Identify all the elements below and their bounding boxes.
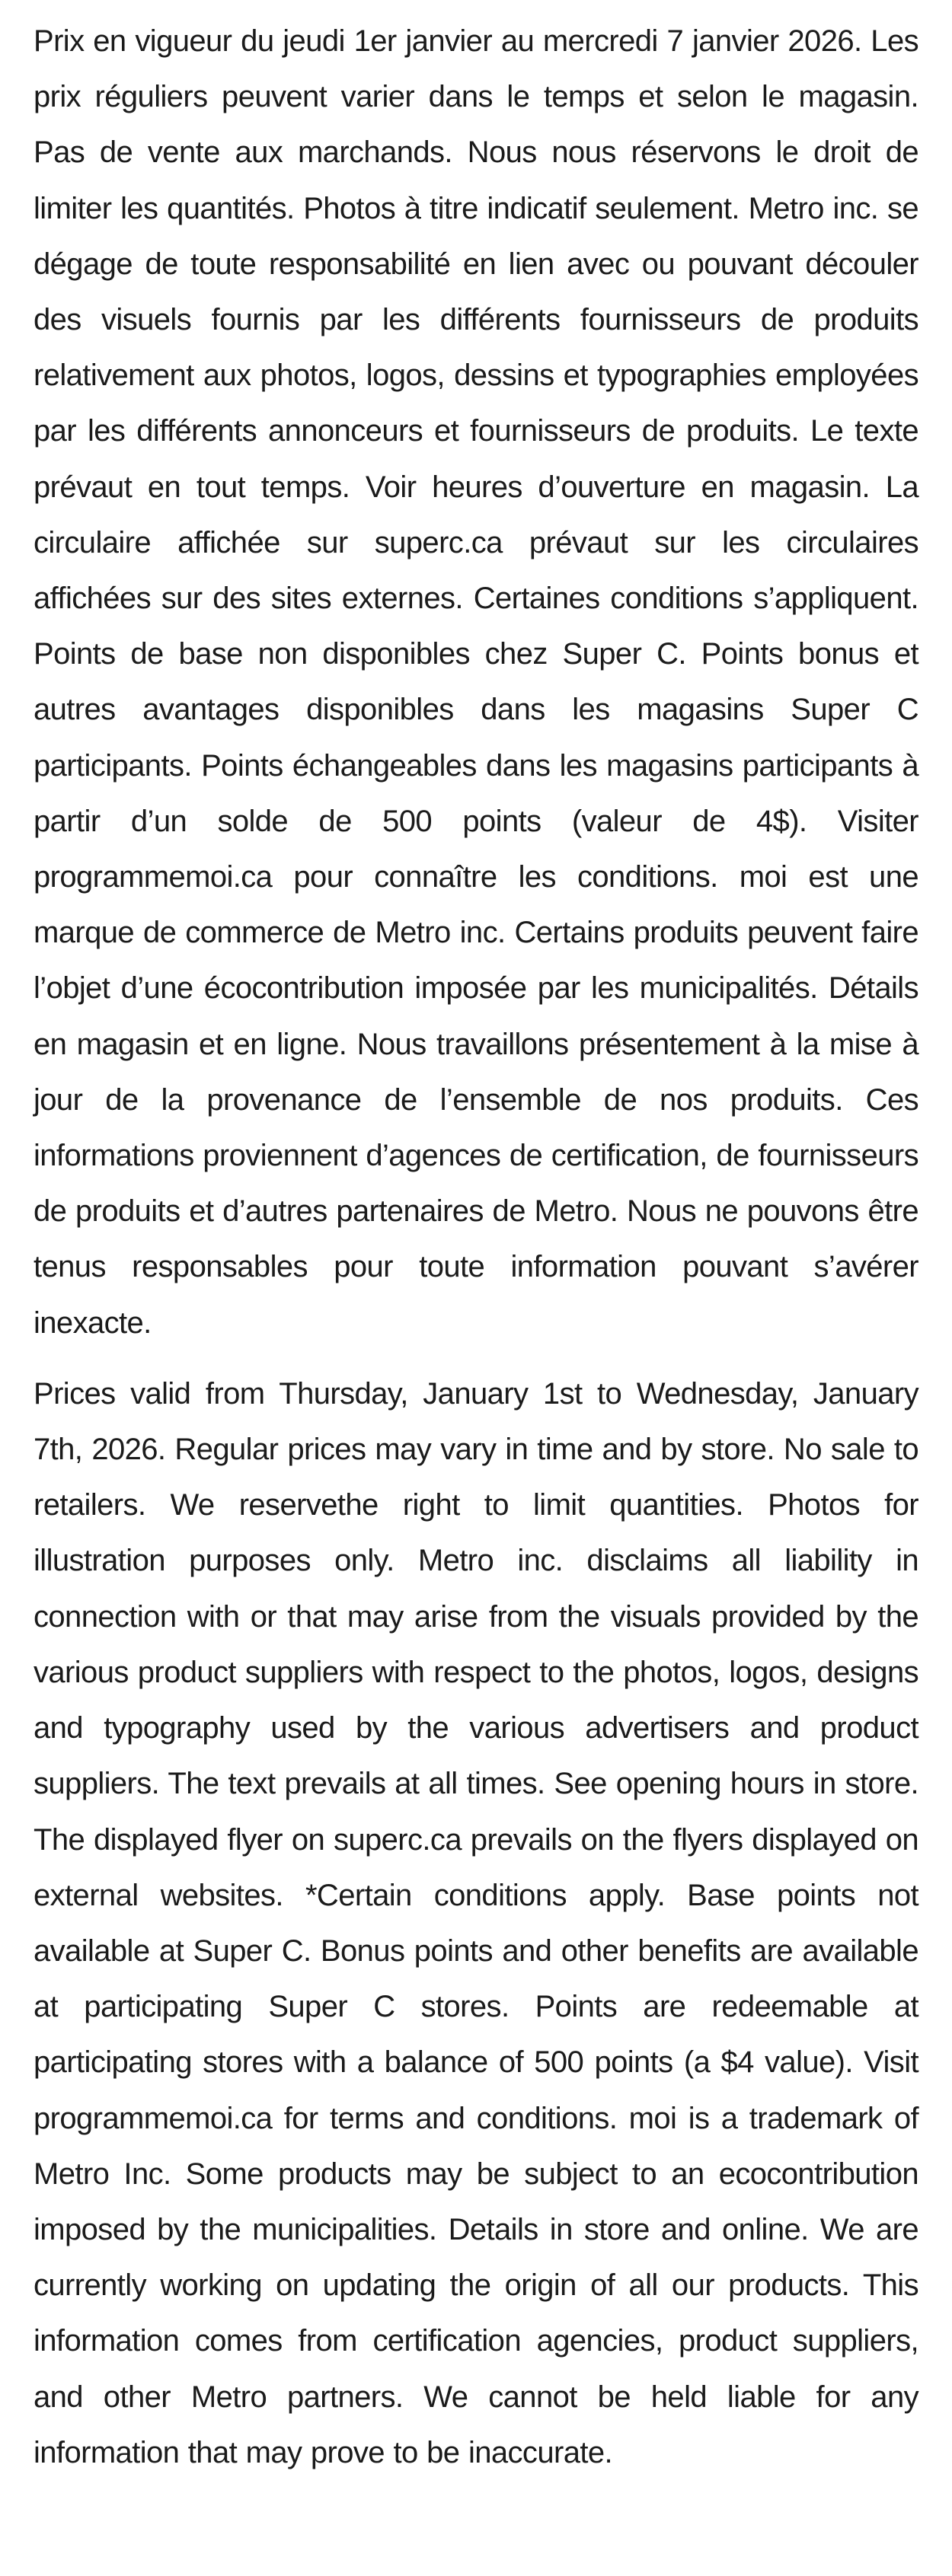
english-disclaimer-paragraph: Prices valid from Thursday, January 1st to Wednesday, January 7th, 2026. Regular prices may vary in time and by store. No sale to retailers. We reservethe right to limit quantities. Photos for illustration purposes only. Metro inc. disclaims all liability in connection with or that may arise from the visuals provided by the various product suppliers with respect to the photos, logos, designs and typography used by the various advertisers and product suppliers. The text prevails at all times. See opening hours in store. The displayed flyer on superc.ca prevails on the flyers displayed on external websites. *Certain conditions apply. Base points not available at Super C. Bonus points and other benefits are available at participating Super C stores. Points are redeemable at participating stores with a balance of 500 points (a $4 value). Visit programmemoi.ca for terms and conditions. moi is a trademark of Metro Inc. Some products may be subject to an ecocontribution imposed by the municipalities. Details in store and online. We are currently working on updating the origin of all our products. This information comes from certification agencies, product suppliers, and other Metro partners. We cannot be held liable for any information that may prove to be inaccurate. [34, 1376, 918, 2469]
french-disclaimer-paragraph: Prix en vigueur du jeudi 1er janvier au mercredi 7 janvier 2026. Les prix réguliers peuvent varier dans le temps et selon le magasin. Pas de vente aux marchands. Nous nous réservons le droit de limiter les quantités. Photos à titre indicatif seulement. Metro inc. se dégage de toute responsabilité en lien avec ou pouvant découler des visuels fournis par les différents fournisseurs de produits relativement aux photos, logos, dessins et typographies employées par les différents annonceurs et fournisseurs de produits. Le texte prévaut en tout temps. Voir heures d’ouverture en magasin. La circulaire affichée sur superc.ca prévaut sur les circulaires affichées sur des sites externes. Certaines conditions s’appliquent. Points de base non disponibles chez Super C. Points bonus et autres avantages disponibles dans les magasins Super C participants. Points échangeables dans les magasins participants à partir d’un solde de 500 points (valeur de 4$). Visiter programmemoi.ca pour connaître les conditions. moi est une marque de commerce de Metro inc. Certains produits peuvent faire l’objet d’une écocontribution imposée par les municipalités. Détails en magasin et en ligne. Nous travaillons présentement à la mise à jour de la provenance de l’ensemble de nos produits. Ces informations proviennent d’agences de certification, de fournisseurs de produits et d’autres partenaires de Metro. Nous ne pouvons être tenus responsables pour toute information pouvant s’avérer inexacte. [34, 24, 918, 1340]
